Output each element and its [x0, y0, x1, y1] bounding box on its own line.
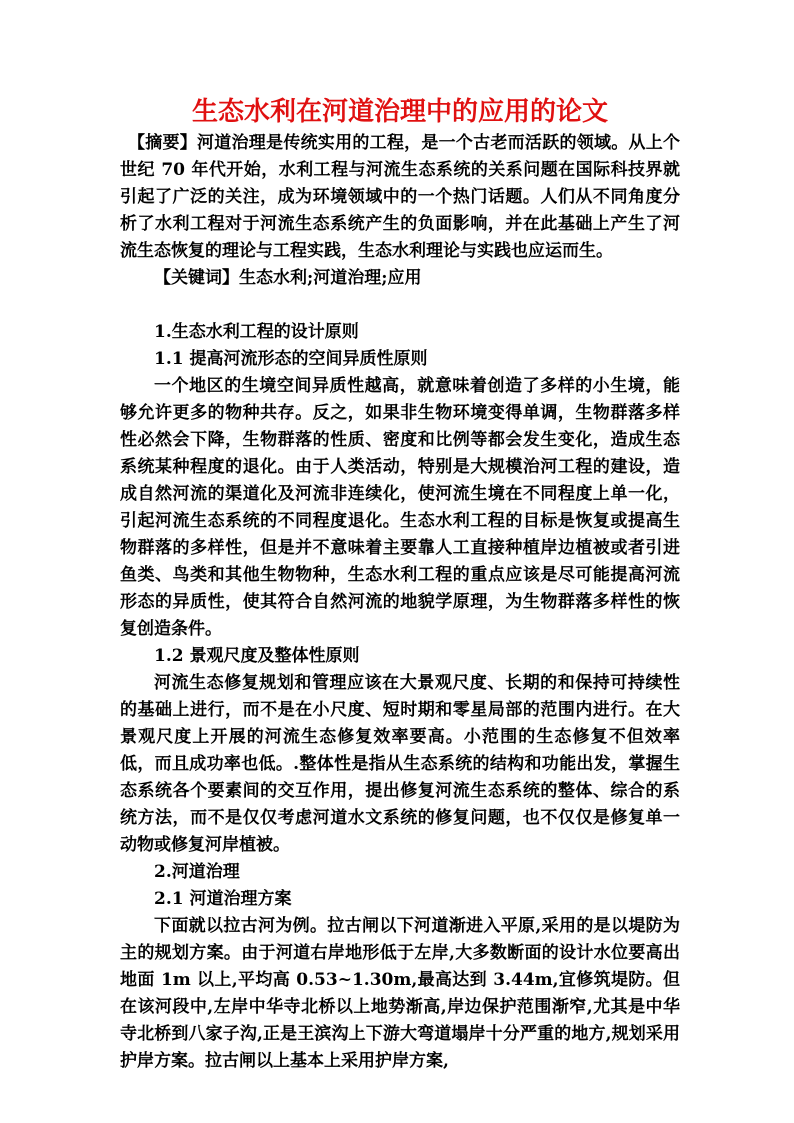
section-1-2-paragraph: 河流生态修复规划和管理应该在大景观尺度、长期的和保持可持续性的基础上进行，而不是在小尺度、短时期和零星局部的范围内进行。在大景观尺度上开展的河流生态修复效率要高。小范围的生态修复不但效率低，而且成功率也低。.整体性是指从生态系统的结构和功能出发，掌握生态系统各个要素间的交互作用，提出修复河流生态系统的整体、综合的系统方法，而不是仅仅考虑河道水文系统的修复问题，也不仅仅是修复单一动物或修复河岸植被。 [120, 673, 680, 855]
section-2-1-paragraph: 下面就以拉古河为例。拉古闸以下河道渐进入平原,采用的是以堤防为主的规划方案。由于河道右岸地形低于左岸,大多数断面的设计水位要高出地面 1m 以上,平均高 0.53~1.30m,最高达到 3.44m,宜修筑堤防。但在该河段中,左岸中华寺北桥以上地势渐高,岸边保护范围渐窄,尤其是中华寺北桥到八家子沟,正是王滨沟上下游大弯道塌岸十分严重的地方,规划采用护岸方案。拉古闸以上基本上采用护岸方案, [120, 916, 680, 1071]
document-title: 生态水利在河道治理中的应用的论文 [191, 97, 608, 127]
section-1-1-paragraph: 一个地区的生境空间异质性越高，就意味着创造了多样的小生境，能够允许更多的物种共存。反之，如果非生物环境变得单调，生物群落多样性必然会下降，生物群落的性质、密度和比例等都会发生变化，造成生态系统某种程度的退化。由于人类活动，特别是大规模治河工程的建设，造成自然河流的渠道化及河流非连续化，使河流生境在不同程度上单一化，引起河流生态系统的不同程度退化。生态水利工程的目标是恢复或提高生物群落的多样性，但是并不意味着主要靠人工直接种植岸边植被或者引进鱼类、鸟类和其他生物物种，生态水利工程的重点应该是尽可能提高河流形态的异质性，使其符合自然河流的地貌学原理，为生物群落多样性的恢复创造条件。 [120, 376, 680, 639]
keywords-line: 【关键词】生态水利;河道治理;应用 [154, 268, 422, 288]
section-2-heading: 2.河道治理 [154, 862, 240, 882]
section-1-2-heading: 1.2 景观尺度及整体性原则 [154, 646, 360, 666]
section-1-1-heading: 1.1 提高河流形态的空间异质性原则 [154, 349, 428, 369]
abstract-paragraph: 【摘要】河道治理是传统实用的工程，是一个古老而活跃的领域。从上个世纪 70 年代开始，水利工程与河流生态系统的关系问题在国际科技界就引起了广泛的关注，成为环境领域中的一个热门话题。人们从不同角度分析了水利工程对于河流生态系统产生的负面影响，并在此基础上产生了河流生态恢复的理论与工程实践，生态水利理论与实践也应运而生。 [120, 133, 680, 261]
section-2-1-heading: 2.1 河道治理方案 [154, 889, 292, 909]
section-1-heading: 1.生态水利工程的设计原则 [154, 322, 359, 342]
blank-line [120, 292, 680, 319]
document-body [120, 94, 680, 1075]
